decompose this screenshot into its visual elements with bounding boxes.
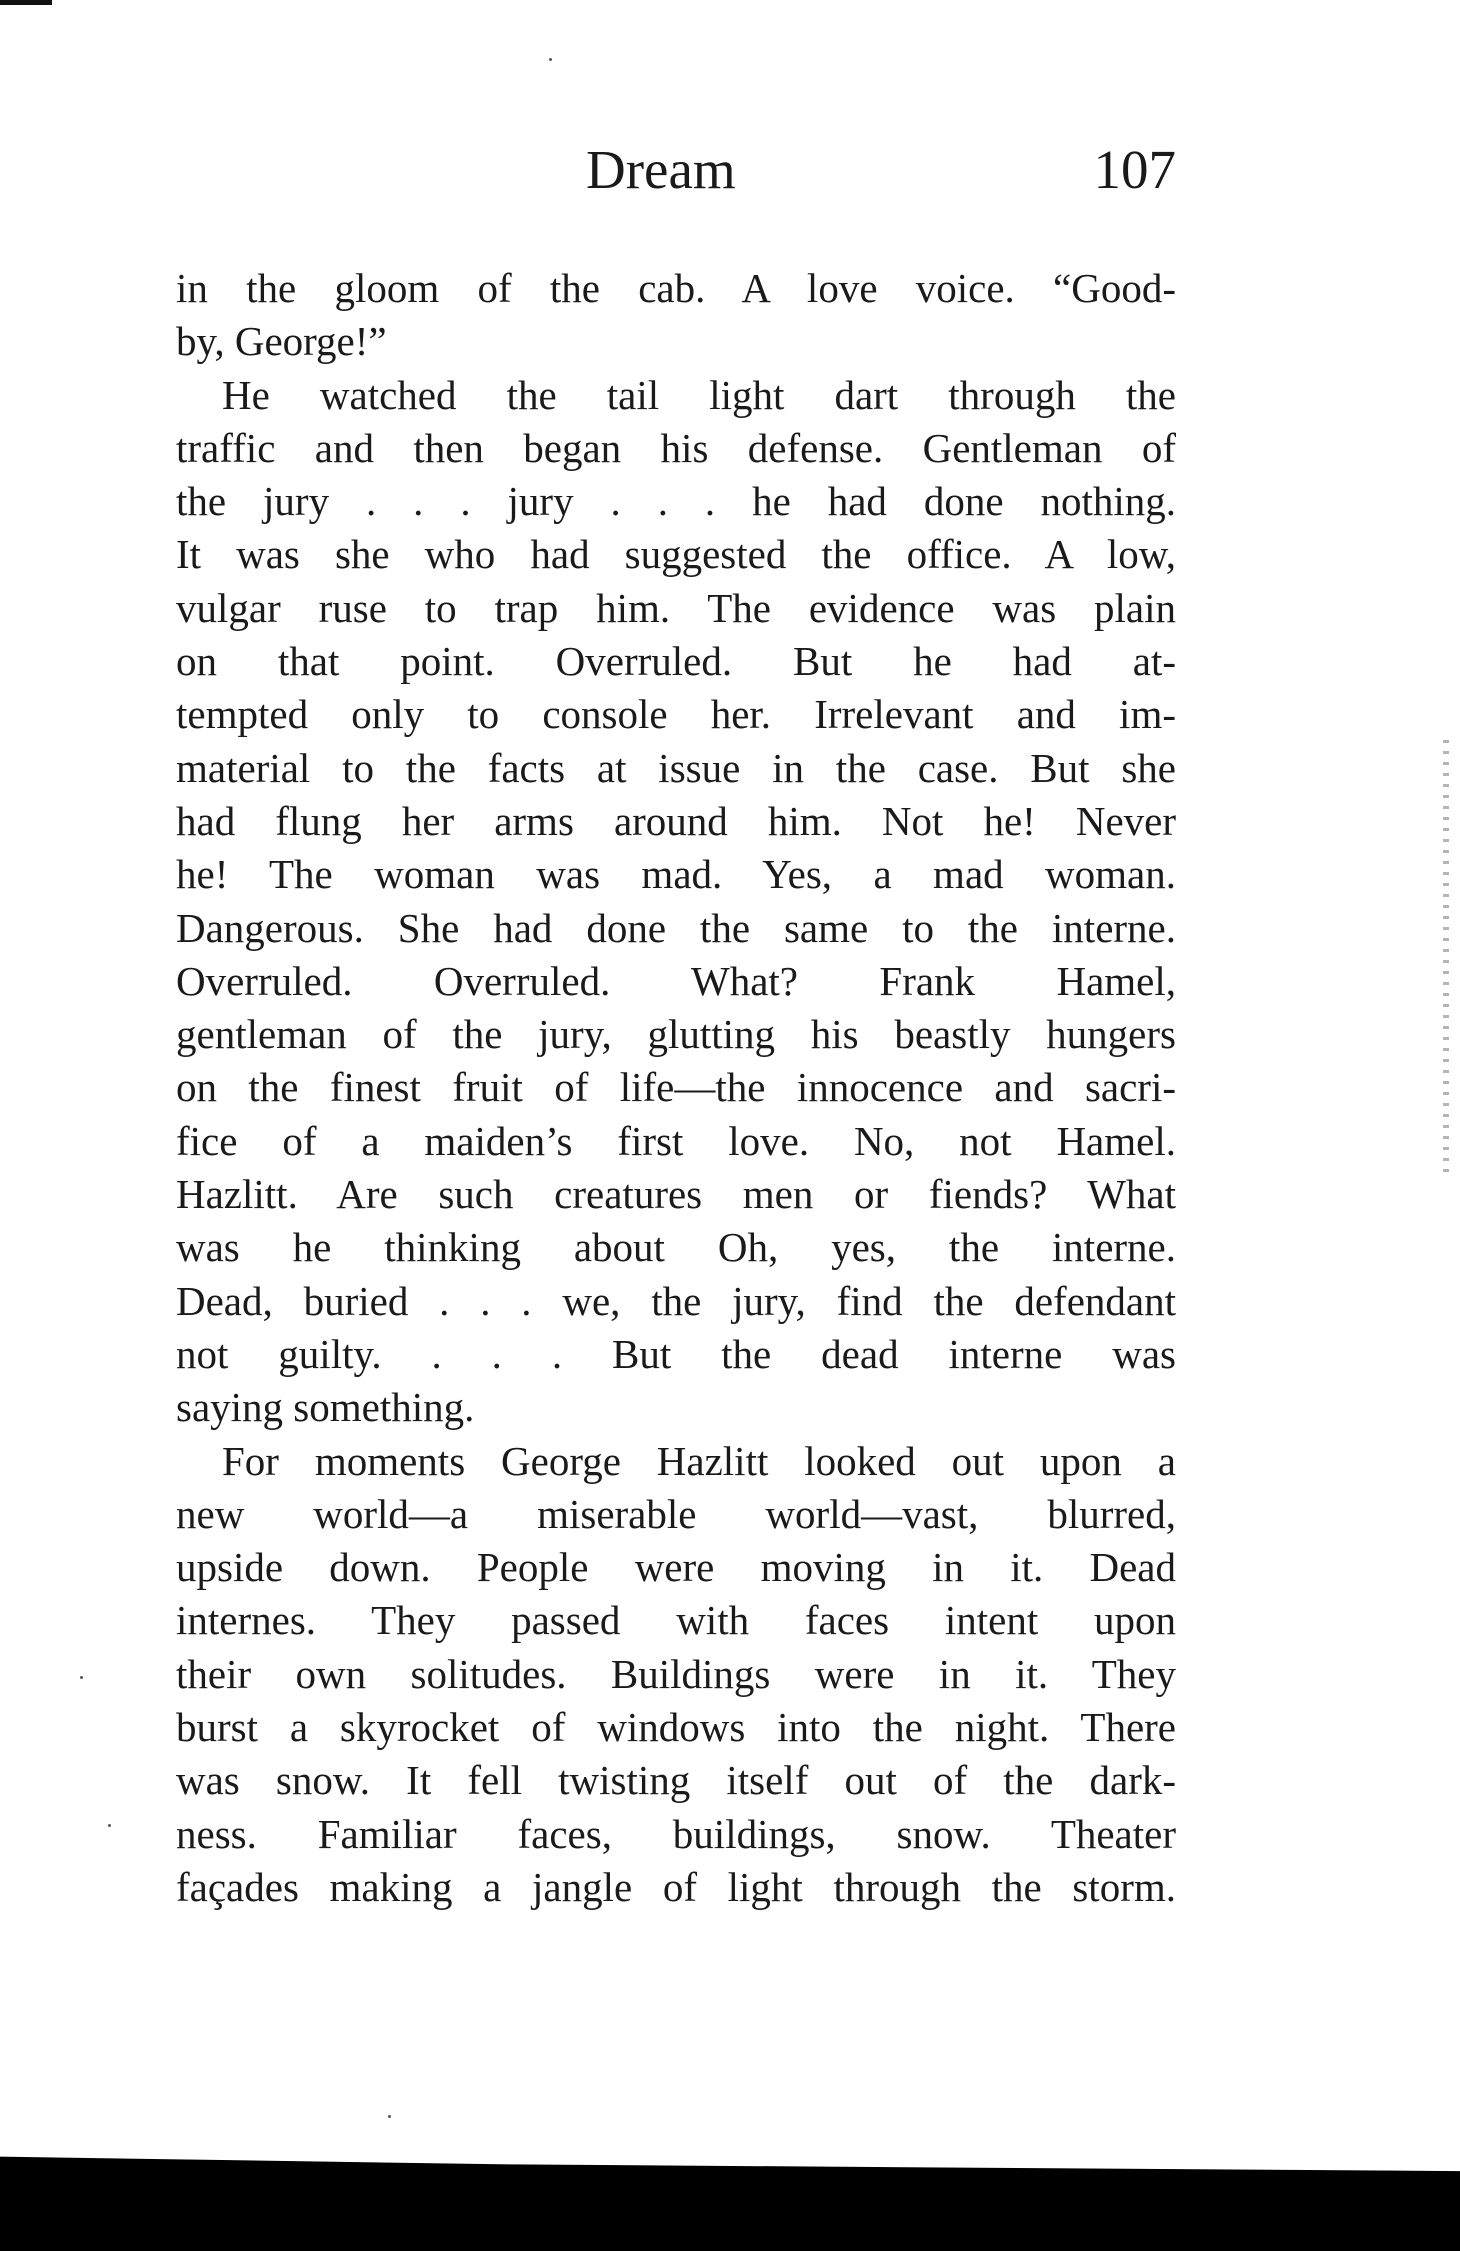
scan-speck: [80, 1676, 83, 1679]
text-line: traffic and then began his defense. Gentleman of: [176, 424, 1176, 471]
text-line: in the gloom of the cab. A love voice. “Good-: [176, 265, 1176, 311]
text-line: For moments George Hazlitt looked out upon a: [222, 1437, 1176, 1484]
text-line: It was she who had suggested the office. A low,: [176, 531, 1176, 578]
text-line: new world—a miserable world—vast, blurred,: [176, 1490, 1176, 1537]
text-line: vulgar ruse to trap him. The evidence was plain: [176, 584, 1176, 631]
running-title: Dream: [586, 139, 736, 200]
body-text: [176, 262, 1176, 1914]
text-line: internes. They passed with faces intent upon: [176, 1597, 1176, 1644]
text-line: the jury . . . jury . . . he had done nothing.: [176, 478, 1176, 525]
text-line: Dead, buried . . . we, the jury, find the defendant: [176, 1277, 1176, 1324]
text-line: Hazlitt. Are such creatures men or fiends? What: [176, 1171, 1176, 1218]
page-number: 107: [1093, 139, 1176, 200]
text-line: burst a skyrocket of windows into the night. There: [176, 1704, 1176, 1751]
text-line: gentleman of the jury, glutting his beastly hungers: [176, 1011, 1176, 1058]
text-line: he! The woman was mad. Yes, a mad woman.: [176, 851, 1176, 898]
text-line: façades making a jangle of light through the storm.: [176, 1863, 1176, 1910]
text-line: He watched the tail light dart through the: [222, 371, 1176, 418]
text-line: Overruled. Overruled. What? Frank Hamel,: [176, 957, 1176, 1004]
text-line: upside down. People were moving in it. Dead: [176, 1544, 1176, 1591]
scan-edge-mark: [0, 0, 52, 5]
text-line: saying something.: [176, 1384, 475, 1431]
scan-bottom-shadow: [0, 2140, 1460, 2251]
text-line: their own solitudes. Buildings were in it. They: [176, 1650, 1176, 1697]
text-line: had flung her arms around him. Not he! Never: [176, 797, 1176, 844]
scan-speck: [549, 58, 552, 61]
running-head: [176, 140, 1176, 200]
text-line: was he thinking about Oh, yes, the interne.: [176, 1224, 1176, 1271]
text-line: ness. Familiar faces, buildings, snow. Theater: [176, 1810, 1176, 1857]
text-line: tempted only to console her. Irrelevant and im-: [176, 691, 1176, 738]
scan-margin-artifact: [1443, 740, 1449, 1180]
text-line: not guilty. . . . But the dead interne was: [176, 1330, 1176, 1377]
text-line: fice of a maiden’s first love. No, not Hamel.: [176, 1117, 1176, 1164]
text-line: material to the facts at issue in the case. But she: [176, 744, 1176, 791]
text-line: on that point. Overruled. But he had at-: [176, 638, 1176, 685]
scan-speck: [388, 2115, 391, 2118]
text-line: was snow. It fell twisting itself out of the dark-: [176, 1757, 1176, 1804]
text-line: Dangerous. She had done the same to the interne.: [176, 904, 1176, 951]
text-line: by, George!”: [176, 318, 387, 365]
text-line: on the finest fruit of life—the innocence and sacri-: [176, 1064, 1176, 1111]
scan-speck: [108, 1824, 111, 1827]
